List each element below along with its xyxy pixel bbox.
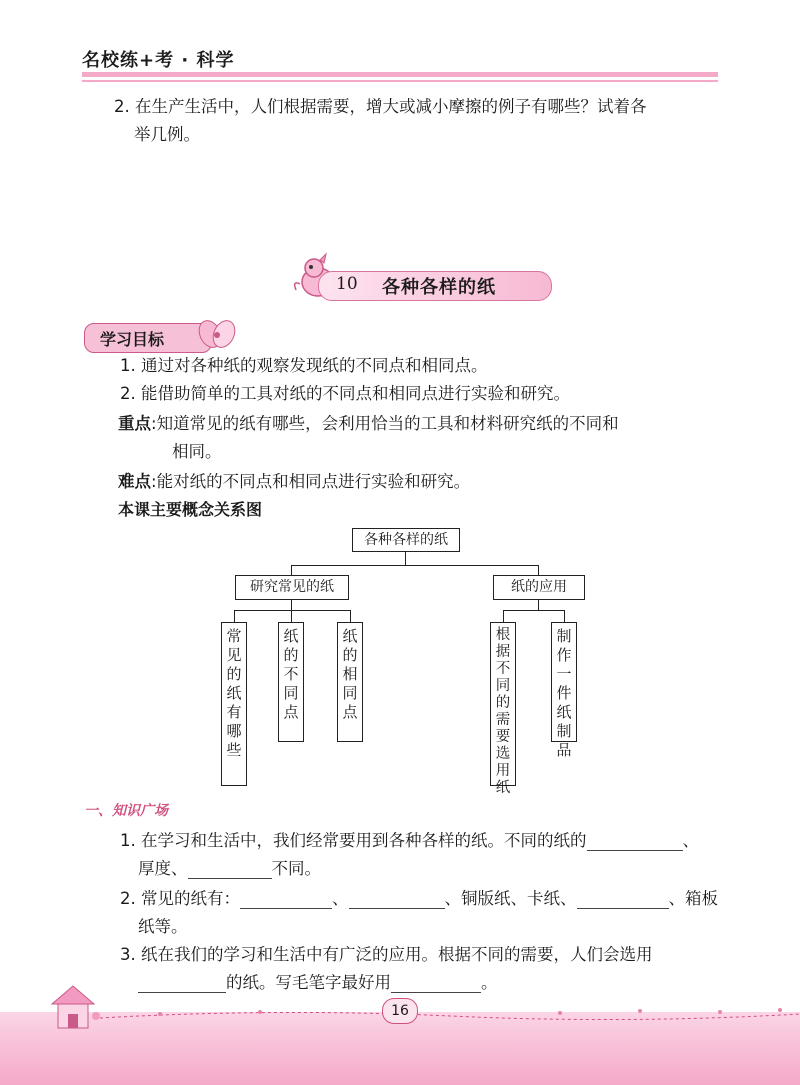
chapter-title: 各种各样的纸 [382, 277, 496, 298]
grass-decoration-icon [100, 1000, 800, 1022]
concept-map-title: 本课主要概念关系图 [118, 500, 263, 519]
section-title: 一、知识广场 [84, 803, 168, 819]
answer-blank[interactable] [391, 974, 481, 993]
question-2-line2: 举几例。 [134, 125, 200, 144]
header-rule [82, 72, 718, 77]
difficulty-line: 难点:能对纸的不同点和相同点进行实验和研究。 [118, 472, 471, 491]
concept-leaf: 纸的相同点 [337, 622, 363, 742]
concept-branch-right: 纸的应用 [493, 575, 585, 600]
key-point-line2: 相同。 [172, 442, 222, 461]
connector [350, 610, 351, 622]
concept-branch-left: 研究常见的纸 [235, 575, 349, 600]
concept-root: 各种各样的纸 [352, 528, 460, 552]
concept-leaf: 制作一件纸制品 [551, 622, 577, 742]
answer-blank[interactable] [240, 890, 332, 909]
question-2-line1: 2. 在生产生活中，人们根据需要，增大或减小摩擦的例子有哪些？试着各 [114, 97, 647, 116]
fill-question-2-line2: 纸等。 [138, 917, 188, 936]
header-rule-thin [82, 80, 718, 82]
fill-question-2-line1: 2. 常见的纸有： 、 、铜版纸、卡纸、 、箱板 [120, 889, 718, 908]
goal-item-2: 2. 能借助简单的工具对纸的不同点和相同点进行实验和研究。 [120, 384, 570, 403]
difficulty-label: 难点 [118, 472, 151, 491]
answer-blank[interactable] [138, 974, 226, 993]
connector [405, 552, 406, 566]
connector [503, 610, 504, 622]
connector [538, 565, 539, 575]
answer-blank[interactable] [587, 832, 683, 851]
connector [291, 610, 292, 622]
butterfly-icon [196, 314, 238, 354]
key-point-line1: 重点:知道常见的纸有哪些，会利用恰当的工具和材料研究纸的不同和 [118, 414, 619, 433]
fill-question-1-line2: 厚度、 不同。 [138, 859, 321, 878]
connector [503, 610, 565, 611]
fill-question-1-line1: 1. 在学习和生活中，我们经常要用到各种各样的纸。不同的纸的 、 [120, 831, 699, 850]
concept-leaf: 根据不同的需要选用纸 [490, 622, 516, 786]
answer-blank[interactable] [349, 890, 445, 909]
page-number: 16 [382, 998, 418, 1024]
answer-blank[interactable] [188, 860, 272, 879]
connector [291, 565, 292, 575]
running-header-title: 名校练+考 · 科学 [82, 50, 235, 71]
connector [234, 610, 351, 611]
learning-goals-label: 学习目标 [100, 330, 165, 349]
goal-item-1: 1. 通过对各种纸的观察发现纸的不同点和相同点。 [120, 356, 488, 375]
concept-leaf: 纸的不同点 [278, 622, 304, 742]
connector [234, 610, 235, 622]
fill-question-3-line2: 的纸。写毛笔字最好用 。 [138, 969, 498, 993]
concept-leaf: 常见的纸有哪些 [221, 622, 247, 786]
key-point-label: 重点 [118, 414, 151, 433]
chapter-number: 10 [336, 274, 358, 294]
connector [291, 565, 539, 566]
fill-question-3-line1: 3. 纸在我们的学习和生活中有广泛的应用。根据不同的需要，人们会选用 [120, 945, 653, 964]
answer-blank[interactable] [577, 890, 669, 909]
connector [564, 610, 565, 622]
